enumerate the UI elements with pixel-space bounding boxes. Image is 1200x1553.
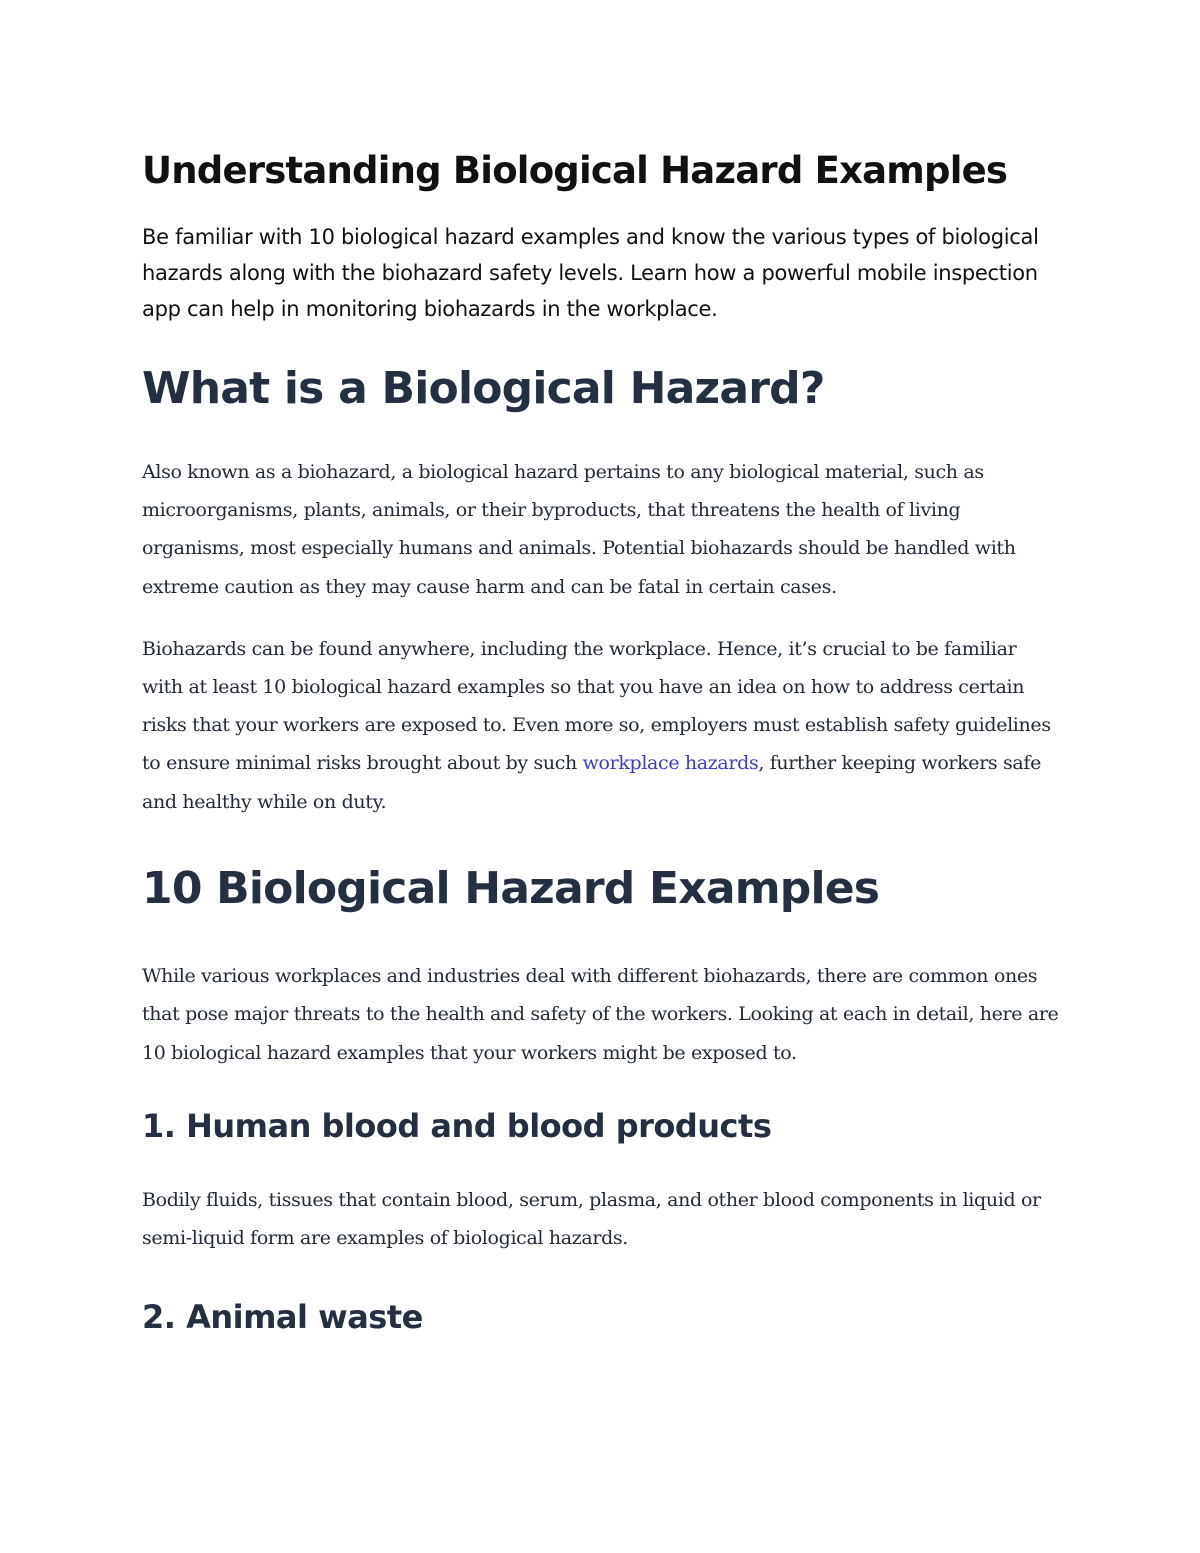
what-is-paragraph-1: Also known as a biohazard, a biological hazard pertains to any biological material, such as microorganisms, plants, animals, or their byproducts, that threatens the health of living organisms, most especially humans and animals. Potential biohazards should be handled with extreme caution as they may cause harm and can be fatal in certain cases.	[142, 460, 1016, 598]
document-title: Understanding Biological Hazard Examples	[142, 149, 1008, 192]
paragraph-2-text-before: Biohazards can be found anywhere, including the workplace. Hence, it’s crucial to be familiar with at least 10 biological hazard examples so that you have an idea on how to address certain risks that your workers are exposed to. Even more so, employers must establish safety guidelines to ensure minimal risks brought about by such	[142, 637, 1051, 775]
what-is-heading: What is a Biological Hazard?	[142, 362, 825, 414]
ten-examples-paragraph: While various workplaces and industries deal with different biohazards, there are common ones that pose major threats to the health and safety of the workers. Looking at each in detail, here are 10 biological hazard examples that your workers might be exposed to.	[142, 965, 1059, 1064]
ten-examples-heading: 10 Biological Hazard Examples	[142, 862, 880, 914]
workplace-hazards-link[interactable]: workplace hazards	[582, 752, 759, 775]
paragraph-2-text-after: , further keeping workers safe and healthy while on duty.	[142, 752, 1041, 813]
what-is-paragraph-2	[142, 630, 1062, 821]
example-1-paragraph: Bodily fluids, tissues that contain blood, serum, plasma, and other blood components in liquid or semi-liquid form are examples of biological hazards.	[142, 1188, 1041, 1249]
example-1-heading: 1. Human blood and blood products	[142, 1106, 772, 1145]
intro-paragraph: Be familiar with 10 biological hazard examples and know the various types of biological hazards along with the biohazard safety levels. Learn how a powerful mobile inspection app can help in monitoring biohazards in the workplace.	[142, 224, 1039, 321]
document-content	[142, 150, 1062, 1336]
example-2-heading: 2. Animal waste	[142, 1297, 423, 1336]
